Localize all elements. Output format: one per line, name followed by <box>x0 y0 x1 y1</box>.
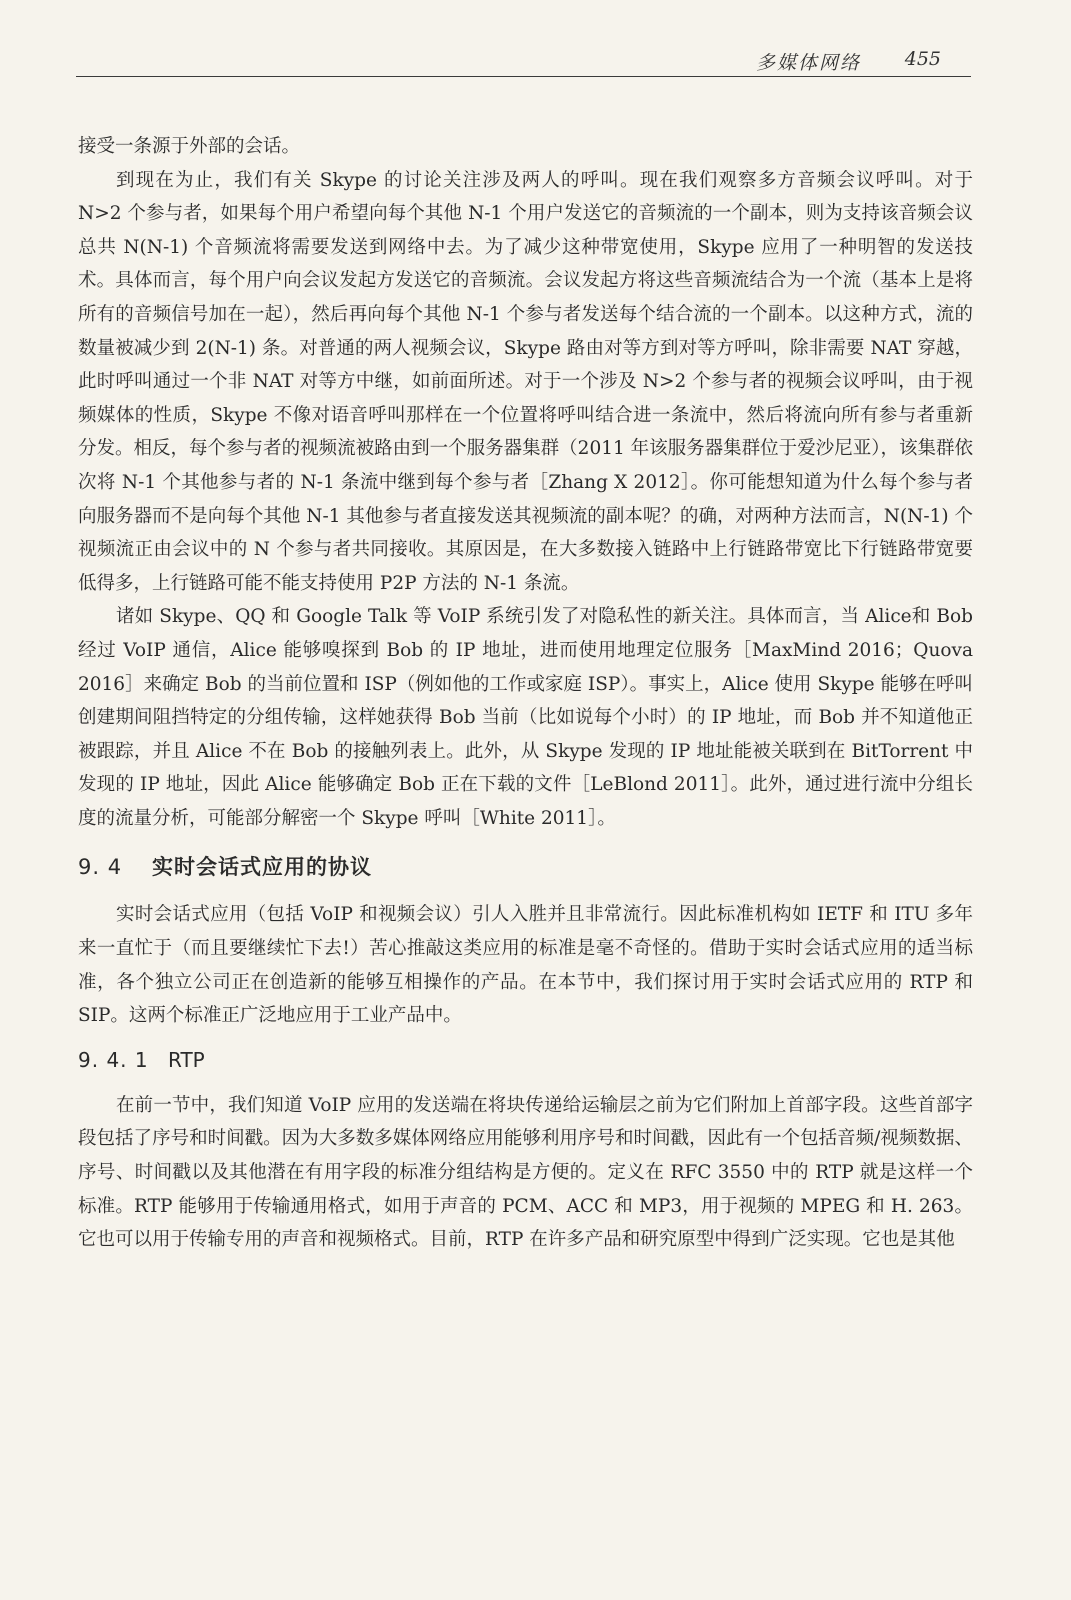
paragraph-rtp: 在前一节中，我们知道 VoIP 应用的发送端在将块传递给运输层之前为它们附加上首部字段。这些首部字段包括了序号和时间戳。因为大多数多媒体网络应用能够利用序号和时间戳，因此有一个包括音频/视频数据、序号、时间戳以及其他潜在有用字段的标准分组结构是方便的。定义在 RFC 3550 中的 RTP 就是这样一个标准。RTP 能够用于传输通用格式，如用于声音的 PCM、ACC 和 MP3，用于视频的 MPEG 和 H. 263。它也可以用于传输专用的声音和视频格式。目前，RTP 在许多产品和研究原型中得到广泛实现。它也是其他 <box>78 1094 973 1251</box>
running-header <box>76 44 971 77</box>
page-number: 455 <box>904 48 941 70</box>
section-heading <box>78 849 973 885</box>
running-title: 多媒体网络 <box>755 52 861 74</box>
section-title: 实时会话式应用的协议 <box>152 855 372 880</box>
paragraph-standards: 实时会话式应用（包括 VoIP 和视频会议）引人入胜并且非常流行。因此标准机构如 IETF 和 ITU 多年来一直忙于（而且要继续忙下去!）苦心推敲这类应用的标准是毫不奇怪的。借助于实时会话式应用的适当标准，各个独立公司正在创造新的能够互相操作的产品。在本节中，我们探讨用于实时会话式应用的 RTP 和 SIP。这两个标准正广泛地应用于工业产品中。 <box>78 904 973 1027</box>
section-number: 9. 4 <box>78 855 123 880</box>
subsection-number: 9. 4. 1 <box>78 1047 149 1072</box>
subsection-heading <box>78 1043 973 1077</box>
page-body <box>78 130 973 1257</box>
subsection-title: RTP <box>168 1047 205 1072</box>
paragraph-continuation: 接受一条源于外部的会话。 <box>78 136 301 157</box>
paragraph-skype-conference: 到现在为止，我们有关 Skype 的讨论关注涉及两人的呼叫。现在我们观察多方音频会议呼叫。对于 N>2 个参与者，如果每个用户希望向每个其他 N-1 个用户发送它的音频流的一个副本，则为支持该音频会议总共 N(N-1) 个音频流将需要发送到网络中去。为了减少这种带宽使用，Skype 应用了一种明智的发送技术。具体而言，每个用户向会议发起方发送它的音频流。会议发起方将这些音频流结合为一个流（基本上是将所有的音频信号加在一起），然后再向每个其他 N-1 个参与者发送每个结合流的一个副本。以这种方式，流的数量被减少到 2(N-1) 条。对普通的两人视频会议，Skype 路由对等方到对等方呼叫，除非需要 NAT 穿越，此时呼叫通过一个非 NAT 对等方中继，如前面所述。对于一个涉及 N>2 个参与者的视频会议呼叫，由于视频媒体的性质，Skype 不像对语音呼叫那样在一个位置将呼叫结合进一条流中，然后将流向所有参与者重新分发。相反，每个参与者的视频流被路由到一个服务器集群（2011 年该服务器集群位于爱沙尼亚），该集群依次将 N-1 个其他参与者的 N-1 条流中继到每个参与者［Zhang X 2012］。你可能想知道为什么每个参与者向服务器而不是向每个其他 N-1 其他参与者直接发送其视频流的副本呢？的确，对两种方法而言，N(N-1) 个视频流正由会议中的 N 个参与者共同接收。其原因是，在大多数接入链路中上行链路带宽比下行链路带宽要低得多，上行链路可能不能支持使用 P2P 方法的 N-1 条流。 <box>78 169 973 594</box>
paragraph-privacy: 诸如 Skype、QQ 和 Google Talk 等 VoIP 系统引发了对隐私性的新关注。具体而言，当 Alice和 Bob 经过 VoIP 通信，Alice 能够嗅探到 Bob 的 IP 地址，进而使用地理定位服务［MaxMind 2016；Quova 2016］来确定 Bob 的当前位置和 ISP（例如他的工作或家庭 ISP）。事实上，Alice 使用 Skype 能够在呼叫创建期间阻挡特定的分组传输，这样她获得 Bob 当前（比如说每个小时）的 IP 地址，而 Bob 并不知道他正被跟踪，并且 Alice 不在 Bob 的接触列表上。此外，从 Skype 发现的 IP 地址能被关联到在 BitTorrent 中发现的 IP 地址，因此 Alice 能够确定 Bob 正在下载的文件［LeBlond 2011］。此外，通过进行流中分组长度的流量分析，可能部分解密一个 Skype 呼叫［White 2011］。 <box>78 606 973 829</box>
